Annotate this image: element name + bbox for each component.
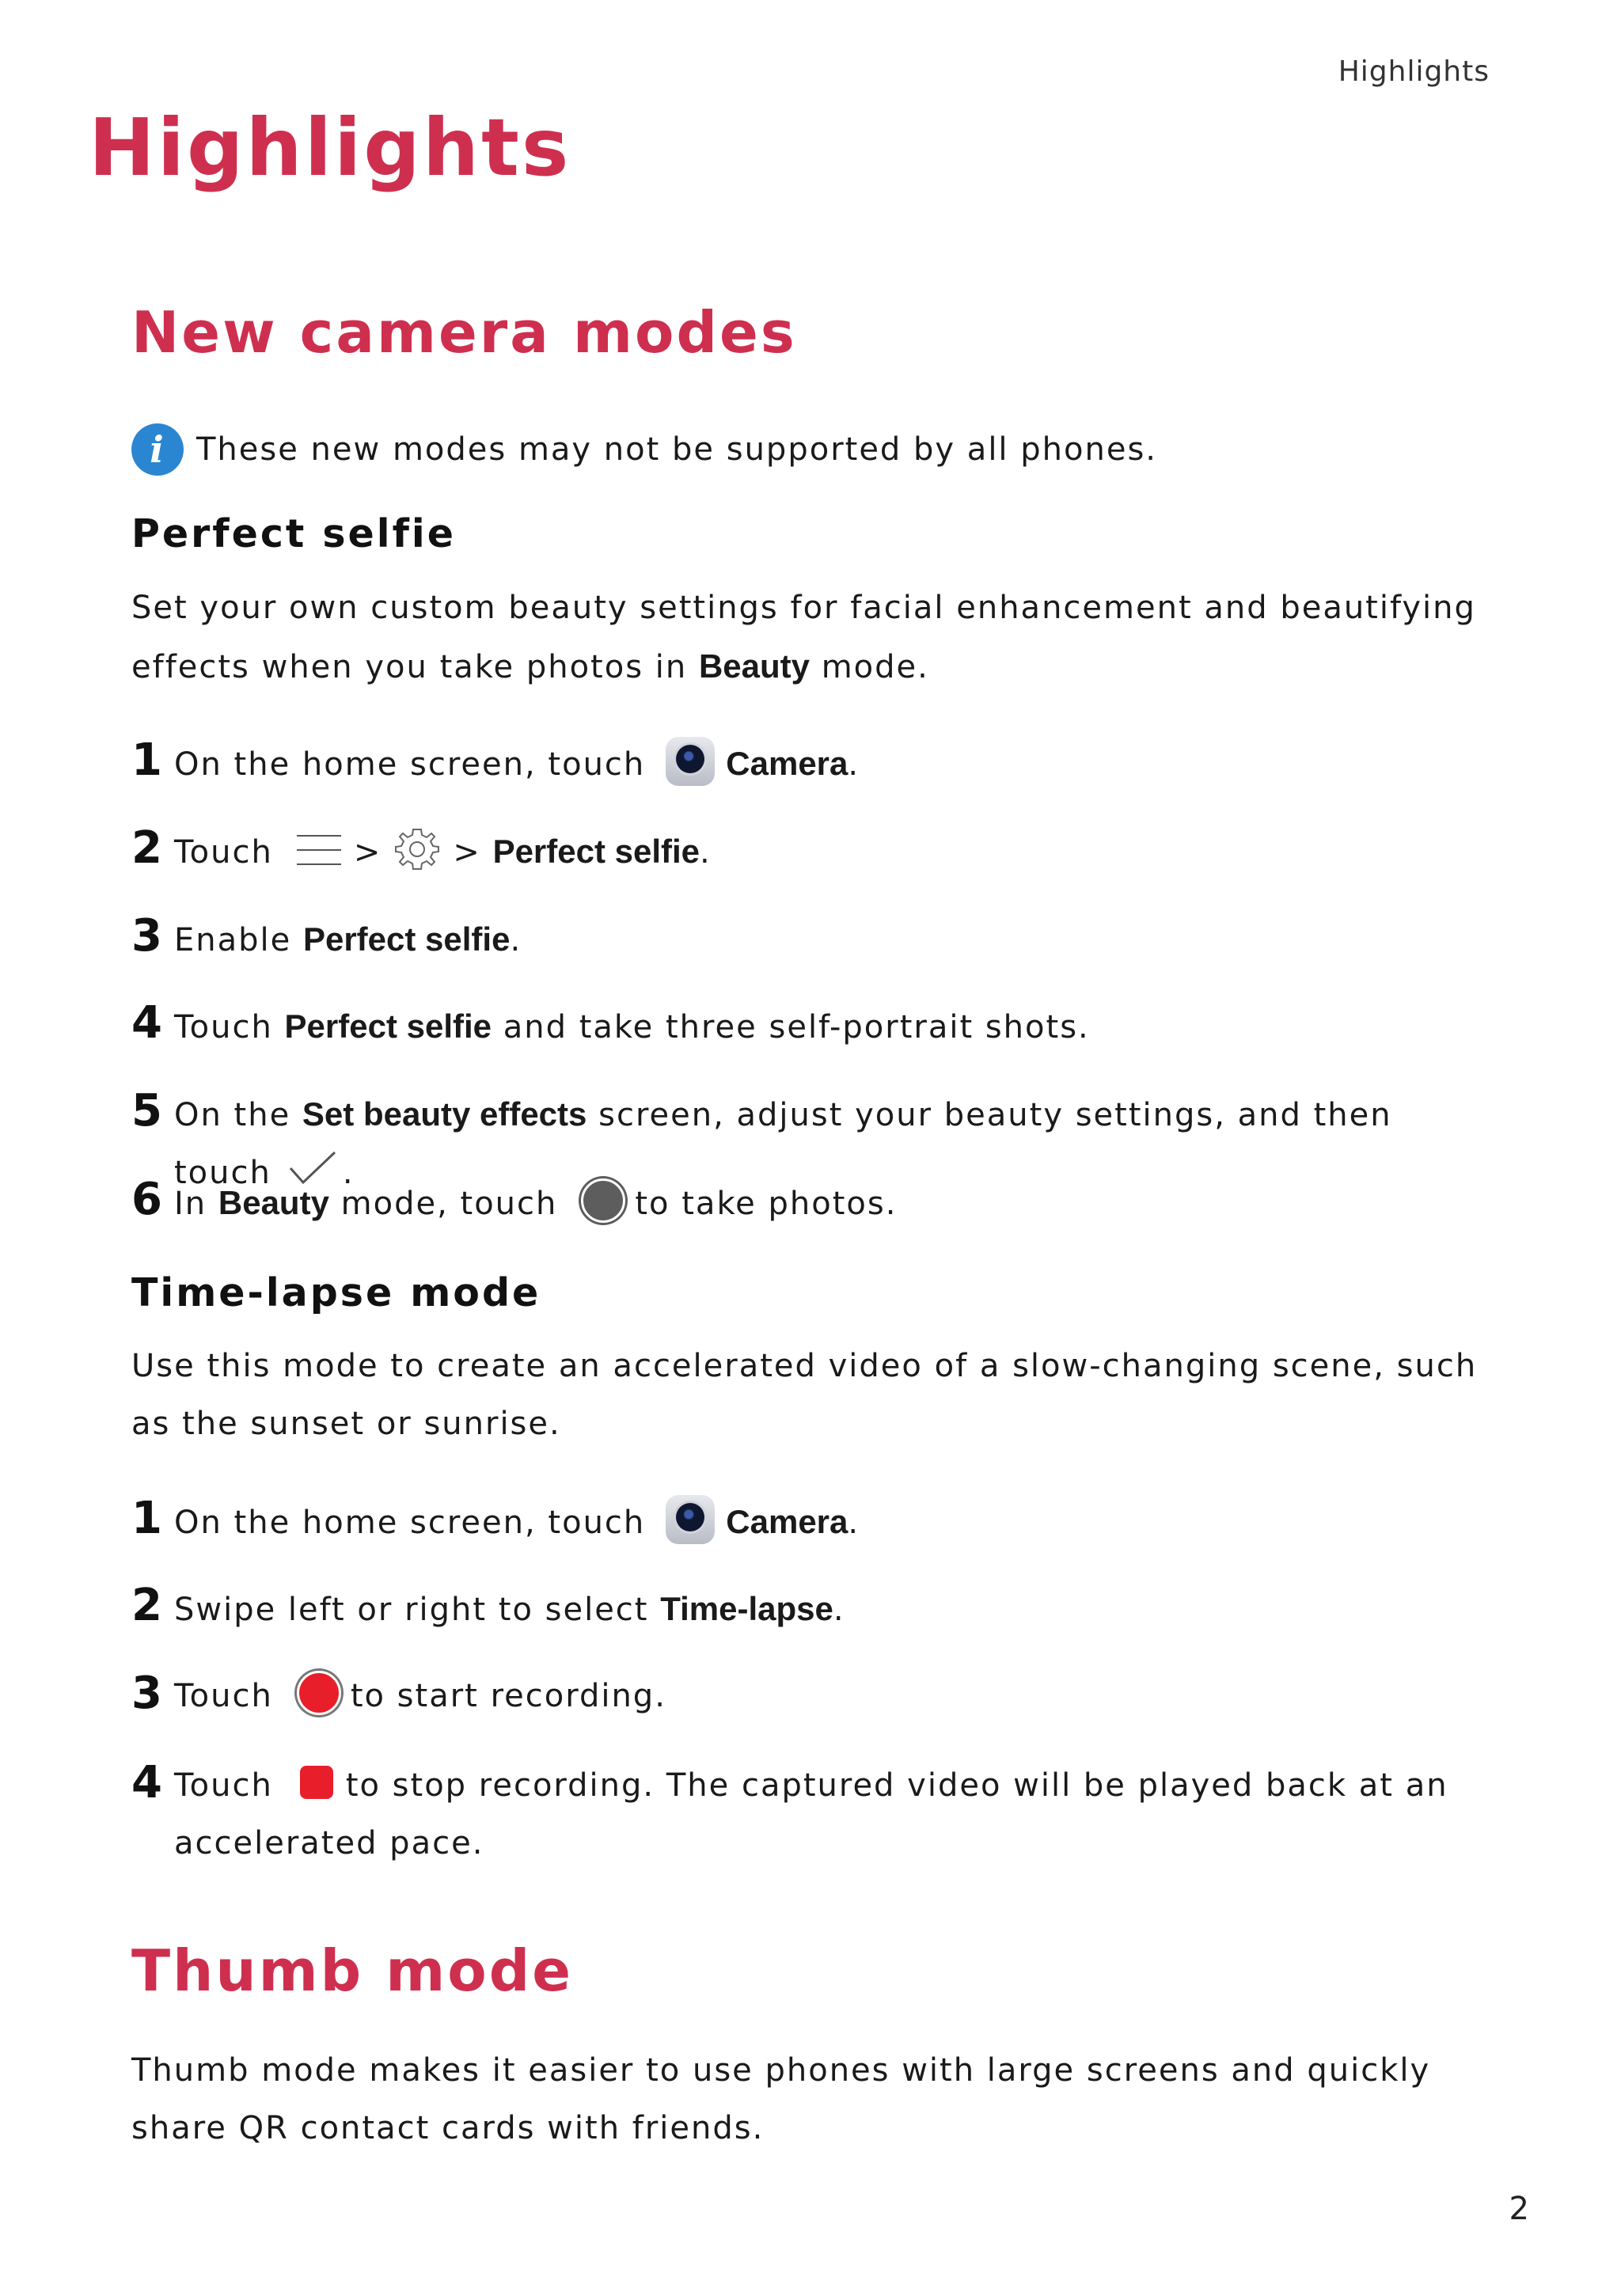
intro-bold: Beauty [698,647,810,685]
step-text-end: . [848,1505,860,1541]
section-title-thumb: Thumb mode [131,1937,574,2004]
step-bold: Beauty [218,1184,329,1221]
step-number: 6 [131,1174,162,1225]
step-number: 3 [131,1668,162,1719]
separator: > [353,834,382,871]
step-text-end: to take photos. [635,1186,898,1222]
step-text: Touch [174,1767,273,1804]
step-text-end: . [342,1155,355,1191]
step-bold: Perfect selfie [302,920,511,958]
camera-app-icon [666,737,715,786]
step-item [131,734,1493,794]
step-item [131,1493,1493,1552]
info-icon: i [131,423,184,476]
step-number: 5 [131,1085,162,1137]
step-text-end: . [848,746,860,783]
step-text-end: and take three self-portrait shots. [492,1009,1090,1046]
step-number: 4 [131,1757,162,1808]
step-text: On the home screen, touch [174,1505,646,1541]
step-text: Swipe left or right to select [174,1592,661,1628]
step-text: Touch [174,1009,285,1046]
step-bold: Camera [726,745,848,782]
step-item [131,1174,1493,1233]
step-number: 3 [131,910,162,962]
step-item [131,1580,1493,1639]
section-title-camera: New camera modes [131,299,797,366]
step-number: 2 [131,1580,162,1631]
step-text-end: to start recording. [350,1678,666,1714]
step-item [131,910,1493,970]
record-icon [297,1671,341,1715]
step-text-end: to stop recording. The captured video will be played back at an accelerated pace. [174,1767,1448,1861]
time-lapse-intro: Use this mode to create an accelerated video of a slow-changing scene, such as the sunset or sunrise. [131,1348,1478,1442]
step-item [131,1757,1493,1873]
step-bold: Camera [726,1503,848,1540]
step-text-end: screen, adjust your beauty settings, and then touch [174,1097,1392,1191]
intro-text: Set your own custom beauty settings for facial enhancement and beautifying effects when you take photos in [131,590,1476,685]
step-text: Enable [174,922,303,958]
menu-icon [297,835,341,867]
step-bold: Perfect selfie [284,1008,492,1045]
step-number: 2 [131,822,162,874]
step-number: 4 [131,997,162,1049]
step-bold: Time-lapse [660,1590,833,1627]
perfect-selfie-intro [131,579,1493,696]
step-bold: Perfect selfie [492,833,700,870]
page-title: Highlights [89,101,571,194]
page-number: 2 [1509,2191,1529,2227]
intro-text-end: mode. [810,649,929,685]
step-text: On the home screen, touch [174,746,646,783]
step-number: 1 [131,734,162,786]
running-header: Highlights [1338,55,1490,88]
step-bold: Set beauty effects [302,1095,587,1133]
camera-app-icon [666,1495,715,1544]
note [131,422,1157,477]
step-item [131,822,1493,882]
separator: > [453,834,481,871]
gear-icon [393,825,442,874]
subsection-title-time-lapse: Time-lapse mode [131,1270,541,1315]
step-text: mode, touch [328,1186,558,1222]
step-text: In [174,1186,218,1222]
step-item [131,997,1493,1057]
thumb-mode-intro: Thumb mode makes it easier to use phones with large screens and quickly share QR contact cards with friends. [131,2052,1431,2146]
step-text: Touch [174,834,273,871]
step-item [131,1668,1493,1725]
shutter-icon [581,1178,625,1223]
step-text-end: . [510,922,522,958]
step-text: Touch [174,1678,273,1714]
subsection-title-perfect-selfie: Perfect selfie [131,511,456,556]
note-text: These new modes may not be supported by all phones. [196,431,1157,468]
step-text-end: . [833,1592,845,1628]
step-number: 1 [131,1493,162,1544]
step-text-end: . [700,834,712,871]
stop-icon [300,1766,333,1799]
step-text: On the [174,1097,302,1133]
